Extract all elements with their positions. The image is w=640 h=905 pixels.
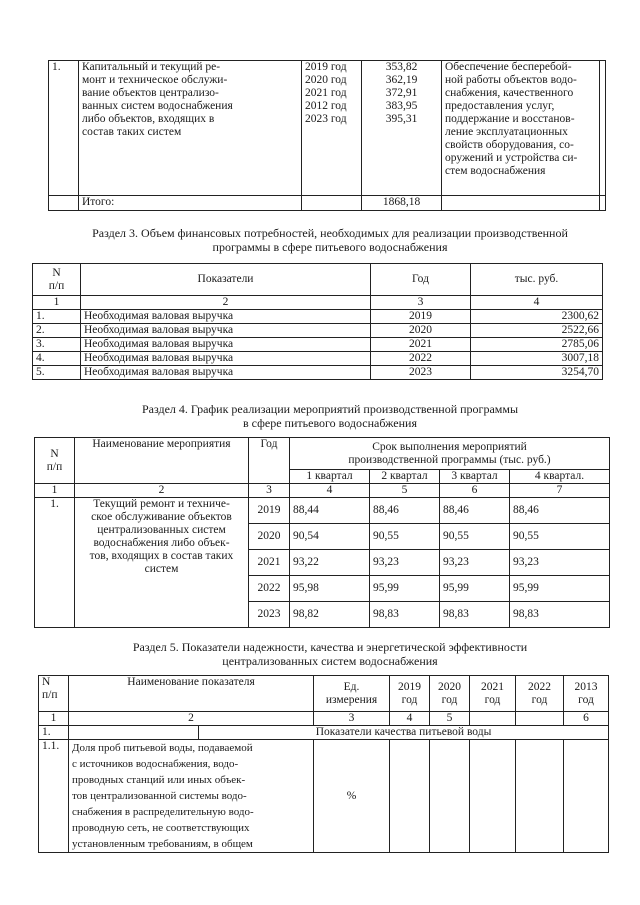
row-year: 2022 (249, 576, 290, 602)
row-year: 2019 (249, 498, 290, 524)
indicators-table (38, 675, 609, 853)
quarter-value: 90,55 (370, 524, 440, 550)
row-sum: 2522,66 (471, 324, 603, 338)
row-year: 2019 (371, 310, 471, 324)
table-cell (302, 196, 362, 211)
table-cell (430, 740, 470, 853)
table-cell (69, 726, 199, 740)
table-cell (600, 196, 606, 211)
col-header-indicator: Показатели (81, 264, 371, 296)
quarter-value: 98,83 (440, 602, 510, 628)
measures-table (48, 60, 606, 211)
table-row (35, 498, 610, 524)
schedule-table (34, 437, 610, 628)
quarter-value: 88,46 (440, 498, 510, 524)
col-header-name: Наименование мероприятия (75, 438, 249, 484)
table-cell (49, 196, 79, 211)
table-cell (564, 740, 609, 853)
col-number: 1 (33, 296, 81, 310)
quarter-value: 95,99 (370, 576, 440, 602)
row-year: 2022 (371, 352, 471, 366)
quarter-value: 88,46 (370, 498, 440, 524)
financial-needs-table (32, 263, 603, 380)
quarter-value: 88,46 (510, 498, 610, 524)
group-num: 1. (39, 726, 69, 740)
quarter-value: 93,22 (290, 550, 370, 576)
measure-years: 2019 год 2020 год 2021 год 2012 год 2023 год (302, 61, 362, 196)
table-cell (390, 740, 430, 853)
col-header-quarter: 3 квартал (440, 470, 510, 484)
col-header-num: N п/п (35, 438, 75, 484)
total-value: 1868,18 (362, 196, 442, 211)
col-number: 5 (430, 712, 470, 726)
col-number: 2 (75, 484, 249, 498)
row-num: 4. (33, 352, 81, 366)
col-header-term: Срок выполнения мероприятий производственной программы (тыс. руб.) (290, 438, 610, 470)
col-number: 7 (510, 484, 610, 498)
col-number: 6 (440, 484, 510, 498)
quarter-value: 98,83 (510, 602, 610, 628)
col-header-year: Год (371, 264, 471, 296)
row-num: 3. (33, 338, 81, 352)
quarter-value: 93,23 (370, 550, 440, 576)
measure-values: 353,82 362,19 372,91 383,95 395,31 (362, 61, 442, 196)
col-number: 4 (471, 296, 603, 310)
col-header-year: Год (249, 438, 290, 484)
table-row (39, 740, 609, 853)
row-indicator: Необходимая валовая выручка (81, 352, 371, 366)
total-label: Итого: (79, 196, 302, 211)
col-number: 1 (39, 712, 69, 726)
col-header-num: N п/п (33, 264, 81, 296)
table-cell (516, 740, 564, 853)
quarter-value: 93,23 (440, 550, 510, 576)
row-indicator: Необходимая валовая выручка (81, 366, 371, 380)
row-year: 2021 (249, 550, 290, 576)
row-year: 2023 (249, 602, 290, 628)
table-cell: 1. (49, 61, 79, 196)
col-header-quarter: 1 квартал (290, 470, 370, 484)
quarter-value: 90,54 (290, 524, 370, 550)
group-title: Показатели качества питьевой воды (199, 726, 609, 740)
row-num: 2. (33, 324, 81, 338)
row-year: 2023 (371, 366, 471, 380)
section-3-title: Раздел 3. Объем финансовых потребностей, необходимых для реализации производственной программы в сфере питьевого водоснабжения (92, 226, 568, 254)
row-indicator: Необходимая валовая выручка (81, 338, 371, 352)
table-row (33, 352, 603, 366)
table-cell (470, 712, 516, 726)
row-sum: 3007,18 (471, 352, 603, 366)
col-number: 3 (249, 484, 290, 498)
col-header-num: N п/п (39, 676, 69, 712)
quarter-value: 93,23 (510, 550, 610, 576)
col-number: 3 (314, 712, 390, 726)
col-number: 5 (370, 484, 440, 498)
quarter-value: 98,82 (290, 602, 370, 628)
col-number: 2 (69, 712, 314, 726)
table-cell (442, 196, 600, 211)
col-header-unit: Ед. измерения (314, 676, 390, 712)
row-indicator: Необходимая валовая выручка (81, 324, 371, 338)
row-num: 5. (33, 366, 81, 380)
item-num: 1.1. (39, 740, 69, 853)
col-number: 4 (390, 712, 430, 726)
table-row (33, 310, 603, 324)
row-indicator: Необходимая валовая выручка (81, 310, 371, 324)
col-header-year: 2022 год (516, 676, 564, 712)
item-name: Доля проб питьевой воды, подаваемой с источников водоснабжения, водо- проводных станций или иных объек- тов централизованной системы водо- снабжения в распределительную водо- проводную сеть, не соответствующих установленным требованиям, в общем (69, 740, 314, 853)
quarter-value: 88,44 (290, 498, 370, 524)
row-num: 1. (35, 498, 75, 628)
table-cell (470, 740, 516, 853)
measure-name: Капитальный и текущий ре- монт и техническое обслужи- вание объектов централизо- ванных систем водоснабжения либо объектов, входящих в состав таких систем (79, 61, 302, 196)
quarter-value: 95,99 (440, 576, 510, 602)
section-4-title: Раздел 4. График реализации мероприятий производственной программы в сфере питьевого водоснабжения (141, 402, 519, 430)
col-number: 3 (371, 296, 471, 310)
quarter-value: 90,55 (510, 524, 610, 550)
row-num: 1. (33, 310, 81, 324)
item-unit: % (314, 740, 390, 853)
col-header-quarter: 4 квартал. (510, 470, 610, 484)
col-number: 6 (564, 712, 609, 726)
col-number: 2 (81, 296, 371, 310)
col-header-year: 2013 год (564, 676, 609, 712)
row-sum: 2300,62 (471, 310, 603, 324)
row-sum: 2785,06 (471, 338, 603, 352)
row-measure-name: Текущий ремонт и техниче- ское обслуживание объектов централизованных систем водоснабжения либо объек- тов, входящих в состав таких систем (75, 498, 249, 628)
col-number: 4 (290, 484, 370, 498)
col-header-year: 2020 год (430, 676, 470, 712)
row-year: 2020 (249, 524, 290, 550)
quarter-value: 98,83 (370, 602, 440, 628)
table-cell (600, 61, 606, 196)
col-header-quarter: 2 квартал (370, 470, 440, 484)
table-row (33, 324, 603, 338)
quarter-value: 90,55 (440, 524, 510, 550)
table-row (33, 366, 603, 380)
table-row (33, 338, 603, 352)
col-header-sum: тыс. руб. (471, 264, 603, 296)
col-header-year: 2019 год (390, 676, 430, 712)
col-number: 1 (35, 484, 75, 498)
section-5-title: Раздел 5. Показатели надежности, качества и энергетической эффективности централизованных систем водоснабжения (132, 640, 528, 668)
quarter-value: 95,98 (290, 576, 370, 602)
col-header-name: Наименование показателя (69, 676, 314, 712)
row-year: 2020 (371, 324, 471, 338)
col-header-year: 2021 год (470, 676, 516, 712)
row-year: 2021 (371, 338, 471, 352)
measure-description: Обеспечение бесперебой- ной работы объектов водо- снабжения, качественного предоставления услуг, поддержание и восстанов- ление эксплуатационных свойств оборудования, со- оружений и устройства си- стем водоснабжения (442, 61, 600, 196)
row-sum: 3254,70 (471, 366, 603, 380)
quarter-value: 95,99 (510, 576, 610, 602)
table-cell (516, 712, 564, 726)
